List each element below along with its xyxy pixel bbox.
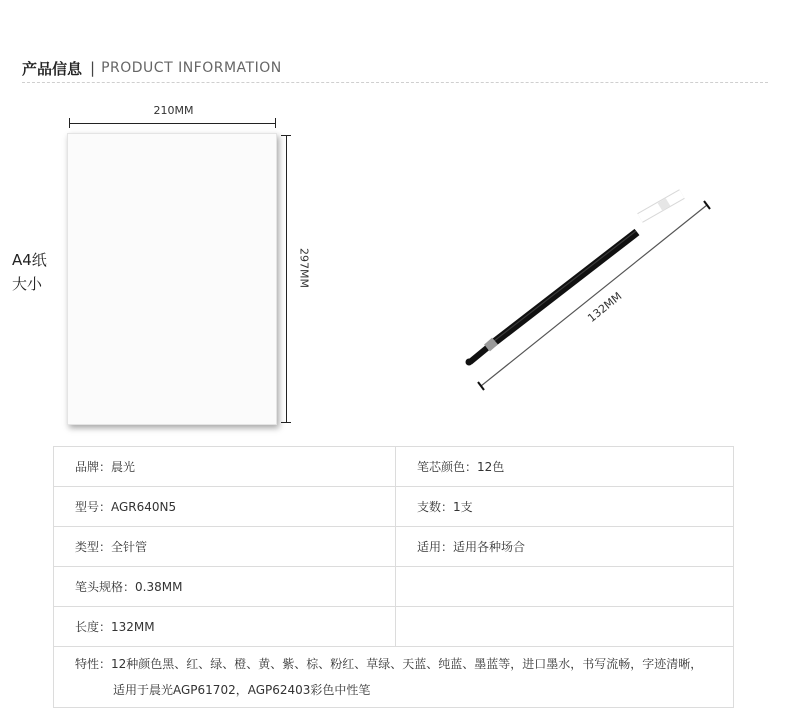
title-separator: | — [90, 59, 96, 77]
spec-empty-cell — [396, 607, 734, 647]
spec-table — [53, 446, 734, 708]
spec-features-line2: 适用于晨光AGP61702，AGP62403彩色中性笔 — [113, 683, 371, 697]
refill-icon — [466, 194, 683, 366]
refill-length-label: 132MM — [585, 289, 625, 325]
a4-size-label-line2: 大小 — [12, 275, 43, 293]
dashed-divider — [22, 82, 768, 83]
paper-width-cap-left — [69, 118, 70, 128]
spec-quantity: 支数：1支 — [396, 487, 734, 527]
spec-type: 类型：全针管 — [54, 527, 396, 567]
spec-model: 型号：AGR640N5 — [54, 487, 396, 527]
paper-height-cap-top — [281, 135, 291, 136]
table-row — [54, 567, 734, 607]
table-row — [54, 487, 734, 527]
paper-width-label: 210MM — [153, 104, 194, 117]
table-row-features — [54, 647, 734, 708]
table-row — [54, 607, 734, 647]
paper-height-label: 297MM — [297, 248, 311, 288]
spec-empty-cell — [396, 567, 734, 607]
spec-features — [54, 647, 734, 708]
refill-image — [430, 170, 730, 400]
paper-width-line — [70, 123, 276, 124]
section-header — [22, 57, 282, 79]
paper-height-line — [286, 135, 287, 423]
a4-size-label-line1: A4纸 — [12, 251, 47, 269]
table-row — [54, 527, 734, 567]
a4-size-label — [12, 248, 47, 296]
spec-tip-size: 笔头规格：0.38MM — [54, 567, 396, 607]
section-title-en: PRODUCT INFORMATION — [101, 60, 282, 76]
a4-paper-sheet — [67, 133, 277, 425]
spec-brand: 品牌：晨光 — [54, 447, 396, 487]
spec-length: 长度：132MM — [54, 607, 396, 647]
table-row — [54, 447, 734, 487]
spec-features-line1: 特性：12种颜色黑、红、绿、橙、黄、紫、棕、粉红、草绿、天蓝、纯蓝、墨蓝等，进口墨水，书写流畅，字迹清晰， — [75, 657, 703, 671]
refill-length-dimension — [478, 201, 710, 390]
section-title-cn: 产品信息 — [22, 59, 83, 78]
paper-height-cap-bottom — [281, 422, 291, 423]
paper-width-cap-right — [275, 118, 276, 128]
spec-refill-colors: 笔芯颜色：12色 — [396, 447, 734, 487]
spec-usage: 适用：适用各种场合 — [396, 527, 734, 567]
